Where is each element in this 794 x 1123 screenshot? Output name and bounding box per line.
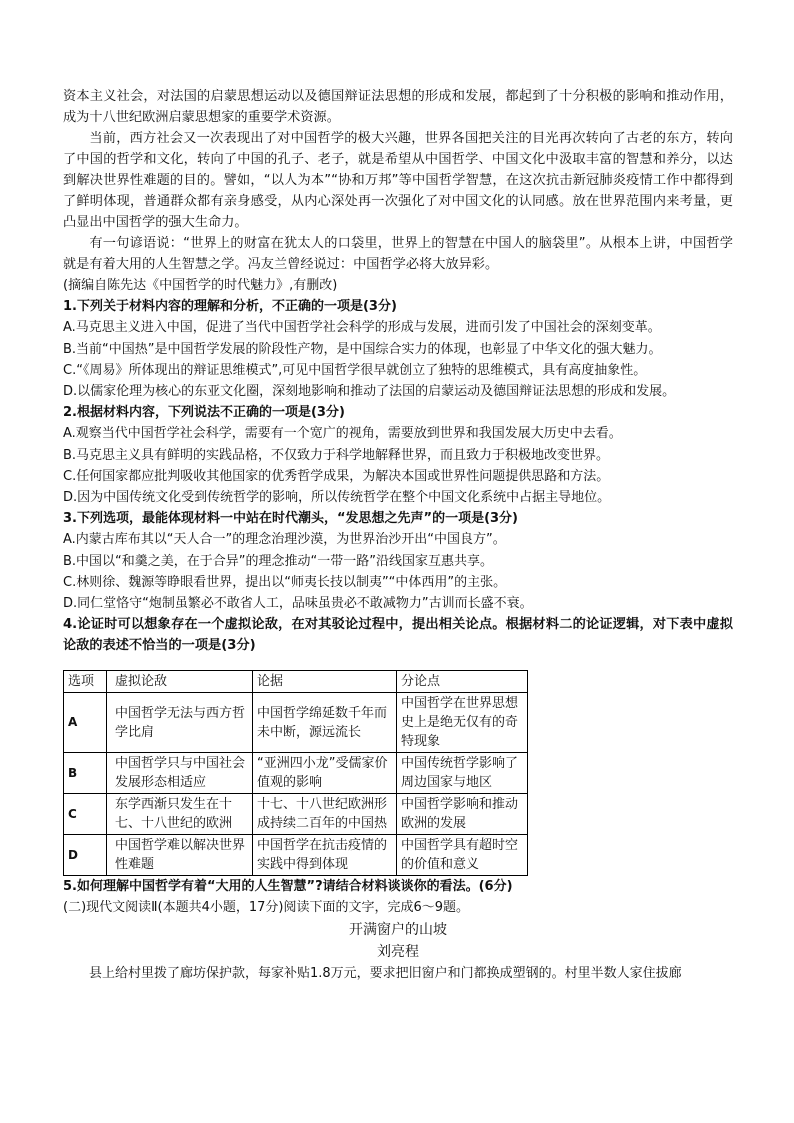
table-header: 论据	[253, 671, 397, 693]
table-cell: 中国哲学绵延数千年而未中断，源远流长	[253, 693, 397, 753]
paragraph: 有一句谚语说：“世界上的财富在犹太人的口袋里，世界上的智慧在中国人的脑袋里”。从根本上讲，中国哲学就是有着大用的人生智慧之学。冯友兰曾经说过：中国哲学必将大放异彩。	[63, 236, 733, 272]
table-cell: B	[64, 753, 107, 794]
question-4: 4.论证时可以想象存在一个虚拟论敌，在对其驳论过程中，提出相关论点。根据材料二的论证逻辑，对下表中虚拟论敌的表述不恰当的一项是(3分)	[63, 617, 733, 654]
question-2: 2.根据材料内容，下列说法不正确的一项是(3分)	[63, 405, 345, 421]
option-1a: A.马克思主义进入中国，促进了当代中国哲学社会科学的形成与发展，进而引发了中国社会的深刻变革。	[63, 320, 661, 336]
table-cell: 东学西渐只发生在十七、十八世纪的欧洲	[107, 794, 253, 835]
option-2c: C.任何国家都应批判吸收其他国家的优秀哲学成果，为解决本国或世界性问题提供思路和方法。	[63, 468, 610, 484]
table-cell: 中国哲学在世界思想史上是绝无仅有的奇特现象	[397, 693, 528, 753]
option-3c: C.林则徐、魏源等睁眼看世界，提出以“师夷长技以制夷”“中体西用”的主张。	[63, 574, 507, 590]
table-cell: 中国哲学影响和推动欧洲的发展	[397, 794, 528, 835]
table-row	[64, 753, 528, 794]
option-3a: A.内蒙古库布其以“天人合一”的理念治理沙漠，为世界治沙开出“中国良方”。	[63, 532, 506, 548]
table-cell: 中国哲学难以解决世界性难题	[107, 835, 253, 876]
paragraph: 当前，西方社会又一次表现出了对中国哲学的极大兴趣，世界各国把关注的目光再次转向了古老的东方，转向了中国的哲学和文化，转向了中国的孔子、老子，就是希望从中国哲学、中国文化中汲取丰富的智慧和养分，以达到解决世界性难题的目的。譬如，“以人为本”“协和万邦”等中国哲学智慧，在这次抗击新冠肺炎疫情工作中都得到了鲜明体现，普通群众都有亲身感受，从内心深处再一次强化了对中国文化的认同感。放在世界范围内来考量，更凸显出中国哲学的强大生命力。	[63, 131, 733, 230]
story-author: 刘亮程	[377, 943, 419, 960]
table-header-row	[64, 671, 528, 693]
exam-page	[63, 86, 733, 984]
story-title: 开满窗户的山坡	[349, 921, 447, 938]
table-cell: D	[64, 835, 107, 876]
question-1: 1.下列关于材料内容的理解和分析，不正确的一项是(3分)	[63, 299, 397, 315]
option-1c: C.“《周易》所体现出的辩证思维模式”,可见中国哲学很早就创立了独特的思维模式，具有高度抽象性。	[63, 362, 647, 378]
option-2b: B.马克思主义具有鲜明的实践品格，不仅致力于科学地解释世界，而且致力于积极地改变世界。	[63, 447, 610, 463]
question-3: 3.下列选项，最能体现材料一中站在时代潮头，“发思想之先声”的一项是(3分)	[63, 511, 519, 527]
table-cell: 中国哲学无法与西方哲学比肩	[107, 693, 253, 753]
table-cell: 中国传统哲学影响了周边国家与地区	[397, 753, 528, 794]
table-cell: 中国哲学在抗击疫情的实践中得到体现	[253, 835, 397, 876]
table-cell: C	[64, 794, 107, 835]
table-cell: 十七、十八世纪欧洲形成持续二百年的中国热	[253, 794, 397, 835]
table-cell: A	[64, 693, 107, 753]
table-header: 分论点	[397, 671, 528, 693]
option-2a: A.观察当代中国哲学社会科学，需要有一个宽广的视角，需要放到世界和我国发展大历史中去看。	[63, 426, 622, 442]
option-3d: D.同仁堂恪守“炮制虽繁必不敢省人工，品味虽贵必不敢减物力”古训而长盛不衰。	[63, 596, 533, 612]
table-cell: 中国哲学只与中国社会发展形态相适应	[107, 753, 253, 794]
argument-table	[63, 670, 528, 876]
table-row	[64, 835, 528, 876]
paragraph: 资本主义社会，对法国的启蒙思想运动以及德国辩证法思想的形成和发展，都起到了十分积极的影响和推动作用，成为十八世纪欧洲启蒙思想家的重要学术资源。	[63, 89, 733, 125]
table-cell: 中国哲学具有超时空的价值和意义	[397, 835, 528, 876]
option-3b: B.中国以“和羹之美，在于合异”的理念推动“一带一路”沿线国家互惠共享。	[63, 553, 493, 569]
section-heading: (二)现代文阅读Ⅱ(本题共4小题，17分)阅读下面的文字，完成6～9题。	[63, 900, 470, 916]
table-row	[64, 794, 528, 835]
table-row	[64, 693, 528, 753]
story-paragraph: 县上给村里拨了廊坊保护款，每家补贴1.8万元，要求把旧窗户和门都换成塑钢的。村里半数人家住拔廊	[89, 965, 682, 981]
option-1b: B.当前“中国热”是中国哲学发展的阶段性产物，是中国综合实力的体现，也彰显了中华文化的强大魅力。	[63, 341, 662, 357]
option-2d: D.因为中国传统文化受到传统哲学的影响，所以传统哲学在整个中国文化系统中占据主导地位。	[63, 490, 611, 506]
table-header: 虚拟论敌	[107, 671, 253, 693]
question-5: 5.如何理解中国哲学有着“大用的人生智慧”?请结合材料谈谈你的看法。(6分)	[63, 879, 513, 895]
table-cell: “亚洲四小龙”受儒家价值观的影响	[253, 753, 397, 794]
table-header: 选项	[64, 671, 107, 693]
option-1d: D.以儒家伦理为核心的东亚文化圈，深刻地影响和推动了法国的启蒙运动及德国辩证法思想的形成和发展。	[63, 384, 676, 400]
source-citation: (摘编自陈先达《中国哲学的时代魅力》,有删改)	[63, 278, 338, 293]
